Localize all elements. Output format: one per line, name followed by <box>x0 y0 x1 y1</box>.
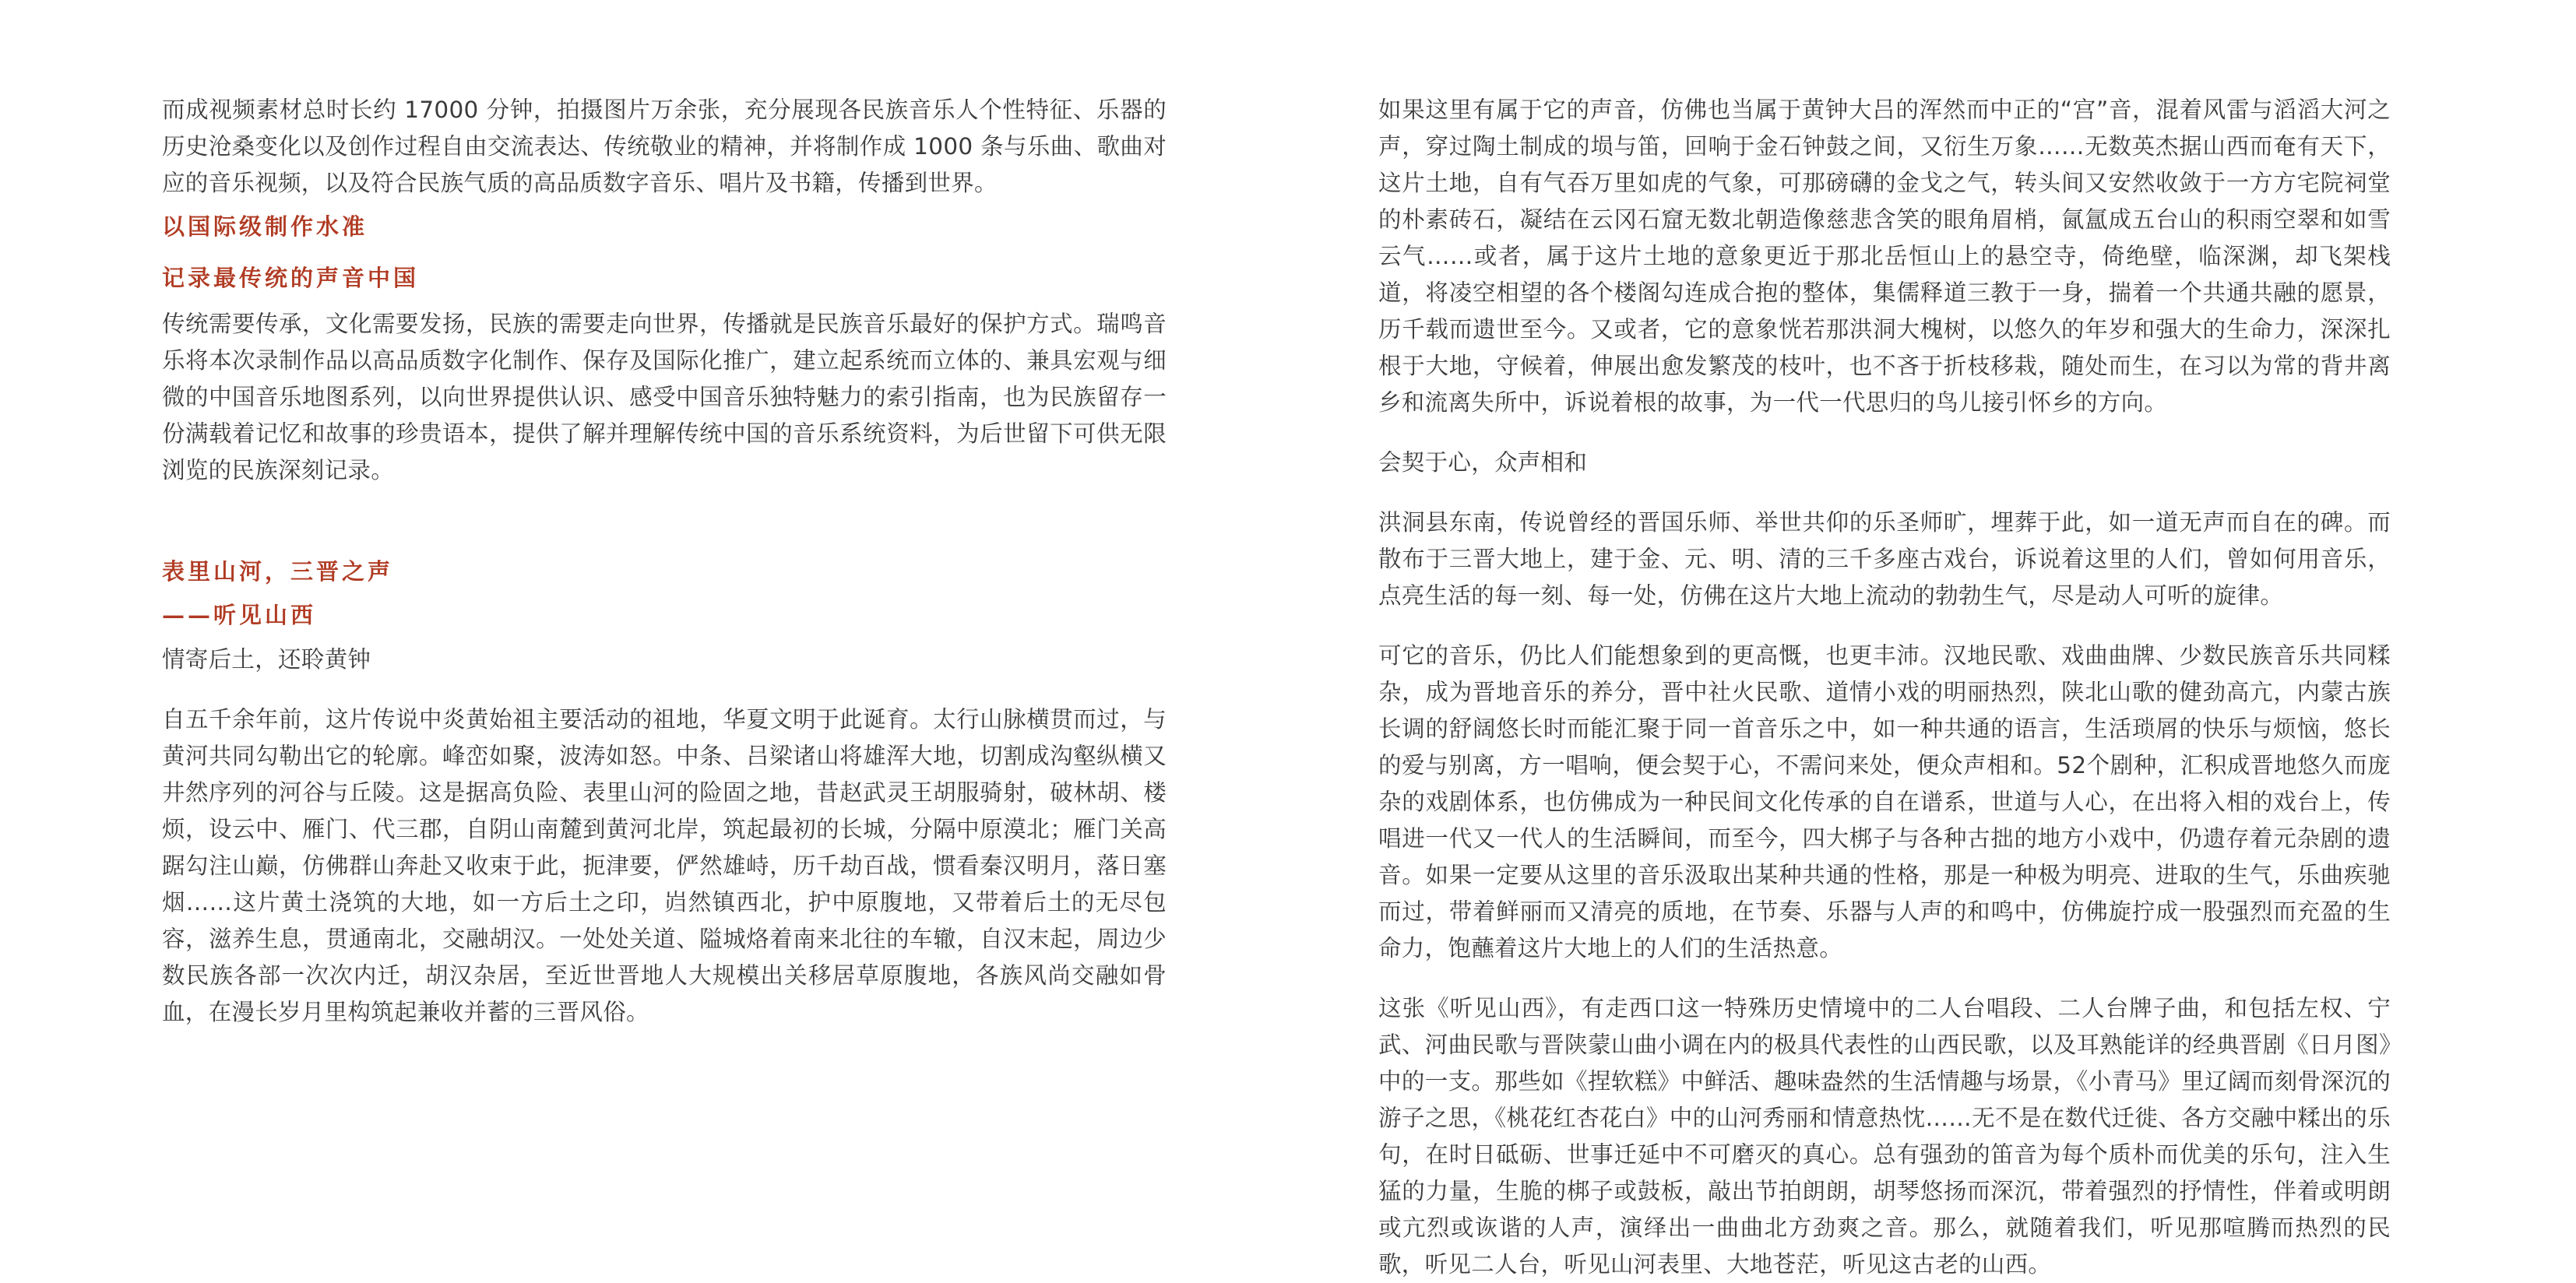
chapter-subtitle: ——听见山西 <box>162 602 317 628</box>
sound-paragraph: 如果这里有属于它的声音，仿佛也当属于黄钟大吕的浑然而中正的“宫”音，混着风雷与滔滔大河之声，穿过陶土制成的埙与笛，回响于金石钟鼓之间，又衍生万象……无数英杰据山西而奄有天下，这片土地，自有气吞万里如虎的气象，可那磅礴的金戈之气，转头间又安然收敛于一方方宅院祠堂的朴素砖石，凝结在云冈石窟无数北朝造像慈悲含笑的眼角眉梢，氤氲成五台山的积雨空翠和如雪云气……或者，属于这片土地的意象更近于那北岳恒山上的悬空寺，倚绝壁，临深渊，却飞架栈道，将凌空相望的各个楼阁勾连成合抱的整体，集儒释道三教于一身，揣着一个共通共融的愿景，历千载而遗世至今。又或者，它的意象恍若那洪洞大槐树，以悠久的年岁和强大的生命力，深深扎根于大地，守候着，伸展出愈发繁茂的枝叶，也不吝于折枝移栽，随处而生，在习以为常的背井离乡和流离失所中，诉说着根的故事，为一代一代思归的鸟儿接引怀乡的方向。 <box>1378 97 2391 416</box>
music-paragraph: 可它的音乐，仍比人们能想象到的更高慨，也更丰沛。汉地民歌、戏曲曲牌、少数民族音乐共同糅杂，成为晋地音乐的养分，晋中社火民歌、道情小戏的明丽热烈，陕北山歌的健劲高亢，内蒙古族长调的舒阔悠长时而能汇聚于同一首音乐之中，如一种共通的语言，生活琐屑的快乐与烦恼，悠长的爱与别离，方一唱响，便会契于心，不需问来处，便众声相和。52个剧种，汇积成晋地悠久而庞杂的戏剧体系，也仿佛成为一种民间文化传承的自在谱系，世道与人心，在出将入相的戏台上，传唱进一代又一代人的生活瞬间，而至今，四大梆子与各种古拙的地方小戏中，仍遗存着元杂剧的遗音。如果一定要从这里的音乐汲取出某种共通的性格，那是一种极为明亮、进取的生气，乐曲疾驰而过，带着鲜丽而又清亮的质地，在节奏、乐器与人声的和鸣中，仿佛旋拧成一股强烈而充盈的生命力，饱蘸着这片大地上的人们的生活热意。 <box>1378 642 2391 961</box>
section-heading-traditional: 记录最传统的声音中国 <box>162 265 420 291</box>
chapter-title: 表里山河，三晋之声 <box>162 558 394 585</box>
right-page <box>1288 0 2576 1278</box>
subsection-heading-harmony: 会契于心，众声相和 <box>1378 449 1588 476</box>
subsection-heading-houtu: 情寄后土，还聆黄钟 <box>162 646 371 673</box>
album-paragraph: 这张《听见山西》，有走西口这一特殊历史情境中的二人台唱段、二人台牌子曲，和包括左权、宁武、河曲民歌与晋陕蒙山曲小调在内的极具代表性的山西民歌，以及耳熟能详的经典晋剧《日月图》中的一支。那些如《捏软糕》中鲜活、趣味盎然的生活情趣与场景，《小青马》里辽阔而刻骨深沉的游子之思，《桃花红杏花白》中的山河秀丽和情意热忱……无不是在数代迁徙、各方交融中糅出的乐句，在时日砥砺、世事迁延中不可磨灭的真心。总有强劲的笛音为每个质朴而优美的乐句，注入生猛的力量，生脆的梆子或鼓板，敲出节拍朗朗，胡琴悠扬而深沉，带着强烈的抒情性，伴着或明朗或亢烈或诙谐的人声，演绎出一曲曲北方劲爽之音。那么，就随着我们，听见那喧腾而热烈的民歌，听见二人台，听见山河表里、大地苍茫，听见这古老的山西。 <box>1378 995 2391 1278</box>
left-column <box>162 92 1167 1031</box>
hongdong-paragraph: 洪洞县东南，传说曾经的晋国乐师、举世共仰的乐圣师旷，埋葬于此，如一道无声而自在的碑。而散布于三晋大地上，建于金、元、明、清的三千多座古戏台，诉说着这里的人们，曾如何用音乐，点亮生活的每一刻、每一处，仿佛在这片大地上流动的勃勃生气，尽是动人可听的旋律。 <box>1378 509 2391 609</box>
intro-paragraph: 而成视频素材总时长约 17000 分钟，拍摄图片万余张，充分展现各民族音乐人个性特征、乐器的历史沧桑变化以及创作过程自由交流表达、传统敬业的精神，并将制作成 1000 条与乐曲、歌曲对应的音乐视频，以及符合民族气质的高品质数字音乐、唱片及书籍，传播到世界。 <box>162 97 1167 196</box>
right-column <box>1378 92 2391 1283</box>
history-paragraph: 自五千余年前，这片传说中炎黄始祖主要活动的祖地，华夏文明于此诞育。太行山脉横贯而过，与黄河共同勾勒出它的轮廓。峰峦如聚，波涛如怒。中条、吕梁诸山将雄浑大地，切割成沟壑纵横又井然序列的河谷与丘陵。这是据高负险、表里山河的险固之地，昔赵武灵王胡服骑射，破林胡、楼烦，设云中、雁门、代三郡，自阴山南麓到黄河北岸，筑起最初的长城，分隔中原漠北；雁门关高踞勾注山巅，仿佛群山奔赴又收束于此，扼津要，俨然雄峙，历千劫百战，惯看秦汉明月，落日塞烟……这片黄土浇筑的大地，如一方后土之印，岿然镇西北，护中原腹地，又带着后土的无尽包容，滋养生息，贯通南北，交融胡汉。一处处关道、隘城烙着南来北往的车辙，自汉末起，周边少数民族各部一次次内迁，胡汉杂居，至近世晋地人大规模出关移居草原腹地，各族风尚交融如骨血，在漫长岁月里构筑起兼收并蓄的三晋风俗。 <box>162 706 1167 1025</box>
section-heading-international: 以国际级制作水准 <box>162 213 368 240</box>
left-page <box>0 0 1288 1197</box>
tradition-paragraph: 传统需要传承，文化需要发扬，民族的需要走向世界，传播就是民族音乐最好的保护方式。瑞鸣音乐将本次录制作品以高品质数字化制作、保存及国际化推广，建立起系统而立体的、兼具宏观与细微的中国音乐地图系列，以向世界提供认识、感受中国音乐独特魅力的索引指南，也为民族留存一份满载着记忆和故事的珍贵语本，提供了解并理解传统中国的音乐系统资料，为后世留下可供无限浏览的民族深刻记录。 <box>162 311 1167 483</box>
